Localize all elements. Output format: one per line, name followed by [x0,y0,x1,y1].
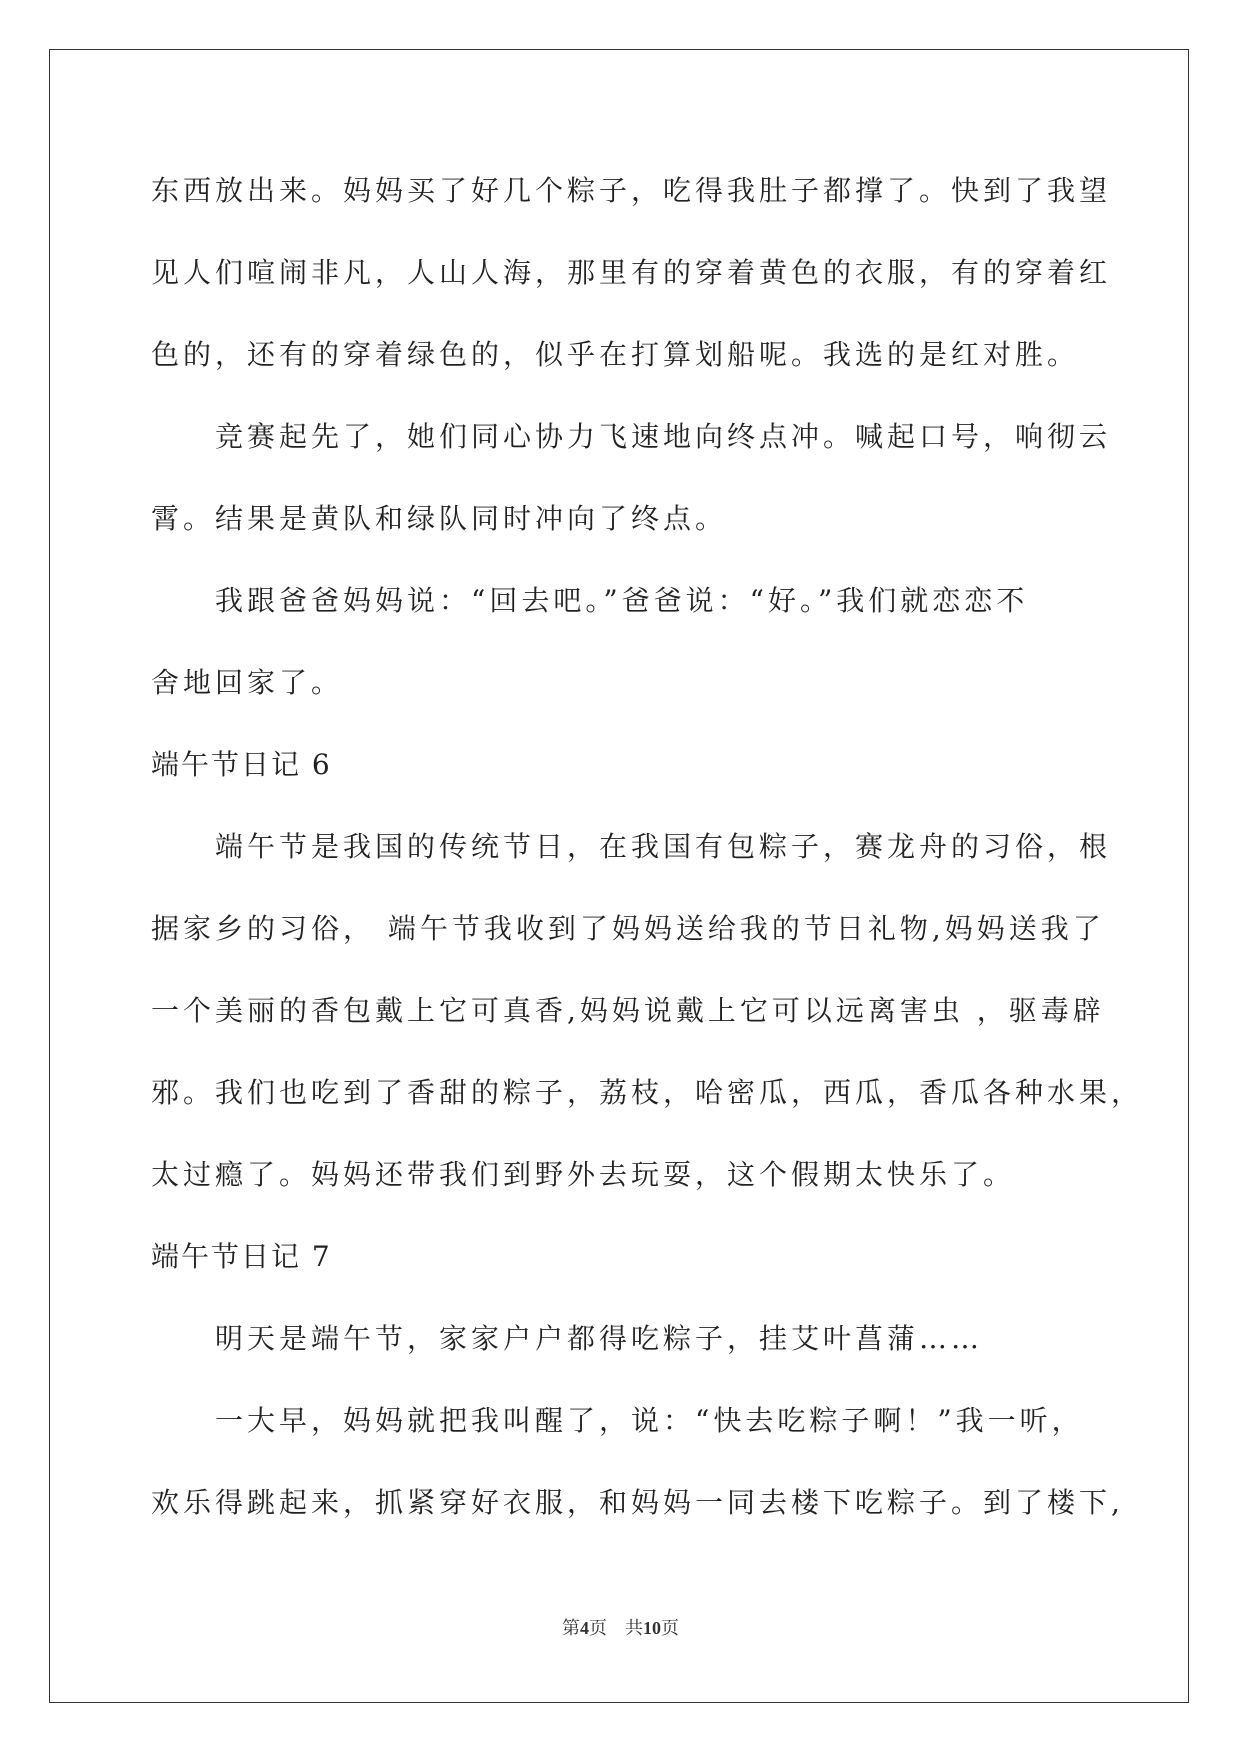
page-footer [0,1614,1241,1640]
total-prefix: 共 [625,1618,643,1638]
page-prefix: 第 [562,1618,580,1638]
text-line: 欢乐得跳起来，抓紧穿好衣服，和妈妈一同去楼下吃粽子。到了楼下, [151,1486,1124,1519]
text-line: 一个美丽的香包戴上它可真香,妈妈说戴上它可以远离害虫 ，驱毒辟 [151,994,1105,1027]
section-heading: 端午节日记 6 [151,748,332,781]
text-line: 明天是端午节，家家户户都得吃粽子，挂艾叶菖蒲…… [215,1322,984,1355]
text-line: 东西放出来。妈妈买了好几个粽子，吃得我肚子都撑了。快到了我望 [151,174,1112,207]
text-line: 见人们喧闹非凡，人山人海，那里有的穿着黄色的衣服，有的穿着红 [151,256,1112,289]
text-line: 霄。结果是黄队和绿队同时冲向了终点。 [151,502,728,535]
total-suffix: 页 [661,1618,679,1638]
text-line: 我跟爸爸妈妈说：“回去吧。”爸爸说：“好。”我们就恋恋不 [215,584,1029,617]
text-line: 色的，还有的穿着绿色的，似乎在打算划船呢。我选的是红对胜。 [151,338,1080,371]
text-line: 一大早，妈妈就把我叫醒了，说：“快去吃粽子啊！”我一听， [215,1404,1084,1437]
document-body [151,160,1144,1554]
text-line: 据家乡的习俗， 端午节我收到了妈妈送给我的节日礼物,妈妈送我了 [151,912,1105,945]
text-line: 太过瘾了。妈妈还带我们到野外去玩耍，这个假期太快乐了。 [151,1158,1016,1191]
page-suffix: 页 [589,1618,607,1638]
total-pages: 10 [643,1618,661,1638]
text-line: 端午节是我国的传统节日，在我国有包粽子，赛龙舟的习俗，根 [215,830,1112,863]
text-line: 邪。我们也吃到了香甜的粽子，荔枝，哈密瓜，西瓜，香瓜各种水果， [151,1076,1144,1109]
section-heading: 端午节日记 7 [151,1240,332,1273]
page-number: 4 [580,1618,589,1638]
text-line: 竞赛起先了，她们同心协力飞速地向终点冲。喊起口号，响彻云 [215,420,1112,453]
text-line: 舍地回家了。 [151,666,344,699]
